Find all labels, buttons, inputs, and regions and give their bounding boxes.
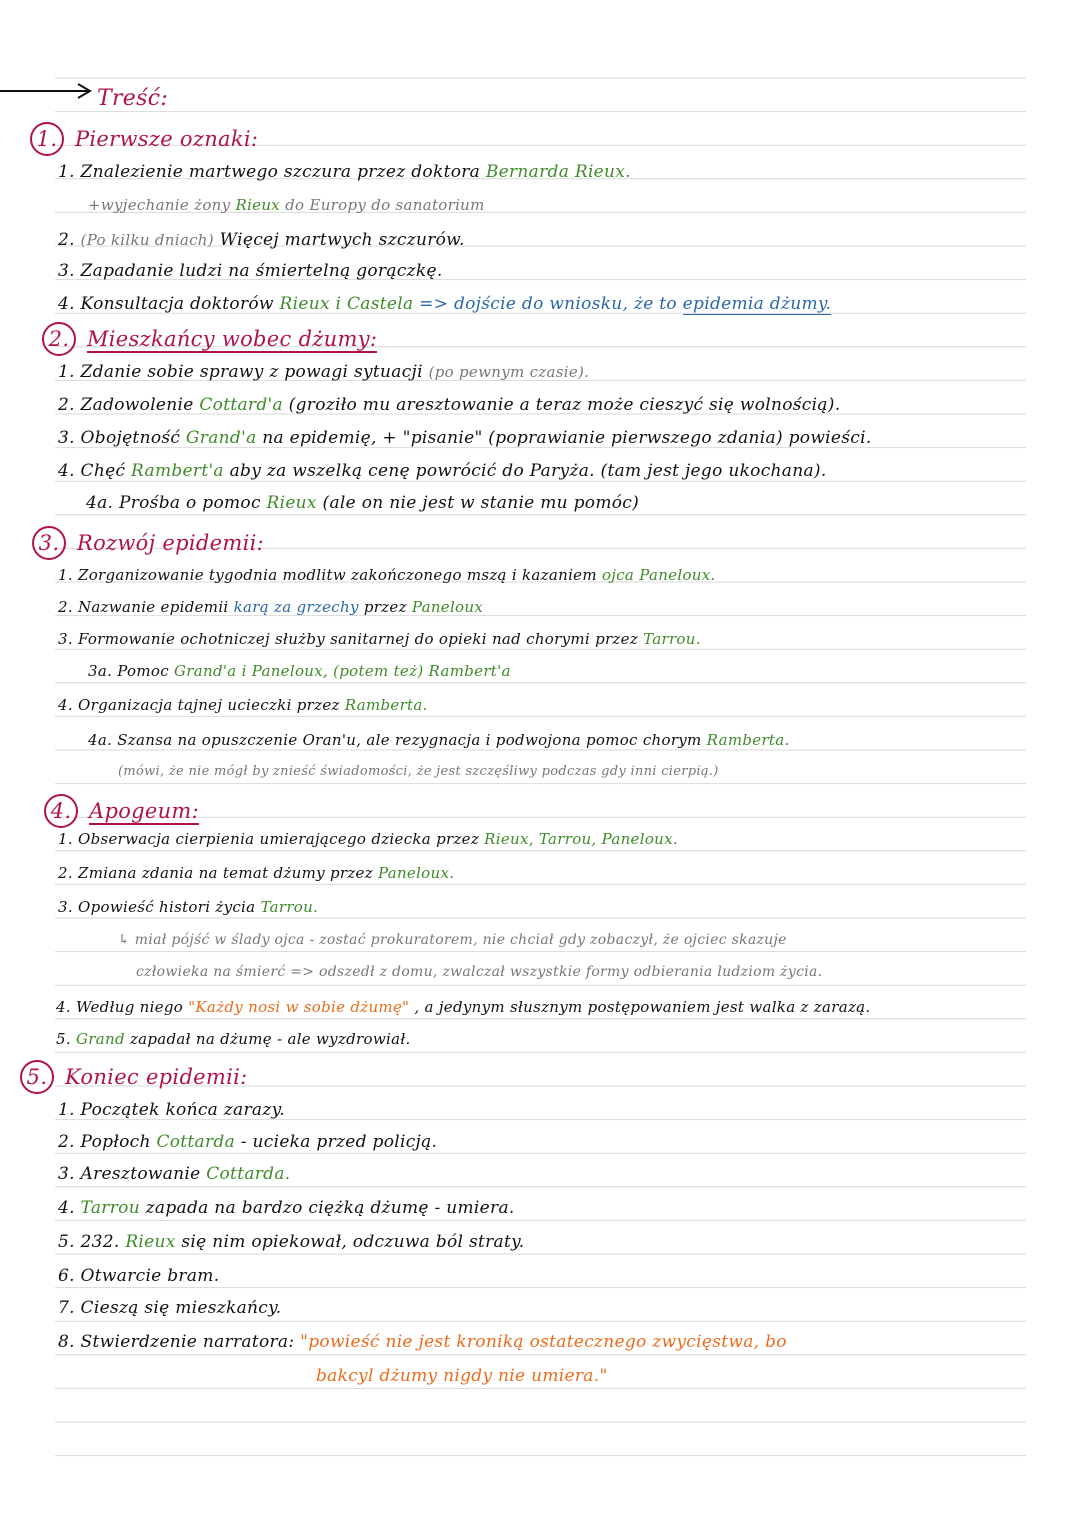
implies-arrow: => <box>419 294 449 314</box>
section-title: Apogeum: <box>88 799 200 823</box>
section-number: 3. <box>32 526 66 560</box>
item-number: 1. <box>58 830 73 848</box>
item-text: Znalezienie martwego szczura przez doktora <box>80 162 481 182</box>
section-heading-2 <box>42 322 377 356</box>
item-name: ojca Paneloux. <box>601 566 716 584</box>
item-name: Cottarda. <box>206 1164 291 1184</box>
item-quote: "Każdy nosi w sobie dżumę" <box>188 998 410 1016</box>
item-number: 6. <box>58 1266 75 1286</box>
page-title: Treść: <box>97 86 169 111</box>
item-conclusion-underlined: epidemia dżumy. <box>682 294 832 314</box>
item-text: Zdanie sobie sprawy z powagi sytuacji <box>80 362 423 382</box>
item-text: Popłoch <box>80 1132 151 1152</box>
list-item <box>58 696 428 714</box>
list-item <box>58 230 465 250</box>
item-text: Szansa na opuszczenie Oran'u, ale rezygnacja i podwojona pomoc chorym <box>117 731 702 749</box>
section-number: 5. <box>20 1060 54 1094</box>
list-item <box>58 261 443 281</box>
section-number: 1. <box>30 122 64 156</box>
arrow-right-icon <box>0 81 96 101</box>
item-number: 4a. <box>88 731 113 749</box>
item-name: Grand'a <box>185 428 257 448</box>
list-item <box>58 1132 437 1152</box>
item-number: 2. <box>58 1132 75 1152</box>
quote-continuation: bakcyl dżumy nigdy nie umiera." <box>316 1366 608 1386</box>
item-note: (Po kilku dniach) <box>80 231 214 249</box>
list-item <box>86 493 639 513</box>
section-heading-5 <box>20 1060 248 1094</box>
item-text: Zadowolenie <box>80 395 194 415</box>
section-number: 2. <box>42 322 76 356</box>
list-item <box>58 1100 285 1120</box>
item-text: zapada na bardzo ciężką dżumę - umiera. <box>145 1198 515 1218</box>
item-number: 2. <box>58 598 73 616</box>
item-number: 4. <box>58 294 75 314</box>
item-number: 2. <box>58 230 75 250</box>
list-item <box>58 395 840 415</box>
list-note: (mówi, że nie mógł by znieść świadomości, że jest szczęśliwy podczas gdy inni cierpią.) <box>118 764 719 779</box>
item-text: Według niego <box>76 998 184 1016</box>
item-text: Nazwanie epidemii <box>78 598 229 616</box>
section-heading-3 <box>32 526 264 560</box>
item-conclusion: dojście do wniosku, że to <box>453 294 677 314</box>
list-item <box>88 196 485 214</box>
list-item <box>88 662 511 680</box>
item-number: 4. <box>58 1198 75 1218</box>
item-number: 1. <box>58 162 75 182</box>
item-number: 4a. <box>86 493 114 513</box>
item-text: Obserwacja cierpienia umierającego dziecka przez <box>78 830 480 848</box>
item-text: zapadał na dżumę - ale wyzdrowiał. <box>129 1030 411 1048</box>
item-number: 1. <box>58 362 75 382</box>
list-item <box>56 998 870 1016</box>
item-number: 4. <box>58 696 73 714</box>
item-text: Organizacja tajnej ucieczki przez <box>78 696 340 714</box>
section-title: Mieszkańcy wobec dżumy: <box>86 327 378 351</box>
item-text: (ale on nie jest w stanie mu pomóc) <box>322 493 640 513</box>
list-item <box>58 428 872 448</box>
item-number: 2. <box>58 395 75 415</box>
item-text: Zmiana zdania na temat dżumy przez <box>78 864 373 882</box>
item-number: 3. <box>58 428 75 448</box>
item-text: do Europy do sanatorium <box>285 196 485 214</box>
item-name: Rieux i Castela <box>279 294 414 314</box>
list-item <box>88 731 790 749</box>
list-item <box>58 1198 515 1218</box>
item-text: 232. <box>80 1232 120 1252</box>
item-text: - ucieka przed policją. <box>240 1132 438 1152</box>
item-number: 5. <box>56 1030 71 1048</box>
item-number: 1. <box>58 566 73 584</box>
item-name: Grand <box>76 1030 125 1048</box>
item-number: 5. <box>58 1232 75 1252</box>
item-number: 4. <box>58 461 75 481</box>
item-number: 3a. <box>88 662 113 680</box>
list-item <box>58 362 589 382</box>
list-item <box>56 1030 411 1048</box>
item-note: (po pewnym czasie). <box>428 363 590 381</box>
item-text: Otwarcie bram. <box>80 1266 220 1286</box>
item-text: Chęć <box>80 461 126 481</box>
item-name: Rieux <box>125 1232 176 1252</box>
item-text: Więcej martwych szczurów. <box>219 230 465 250</box>
list-item <box>58 898 318 916</box>
item-text: Aresztowanie <box>80 1164 201 1184</box>
item-name: Ramberta. <box>706 731 790 749</box>
item-text: Opowieść histori życia <box>78 898 256 916</box>
item-number: 3. <box>58 261 75 281</box>
item-text: Pomoc <box>117 662 169 680</box>
list-item <box>58 1332 787 1352</box>
list-item <box>58 1266 219 1286</box>
item-number: 3. <box>58 630 73 648</box>
item-name: Bernarda Rieux. <box>485 162 631 182</box>
item-text: Obojętność <box>80 428 181 448</box>
item-text: Zapadanie ludzi na śmiertelną gorączkę. <box>80 261 443 281</box>
item-name: Cottarda <box>156 1132 236 1152</box>
item-text: (groziło mu aresztowanie a teraz może cieszyć się wolnością). <box>288 395 841 415</box>
item-text: Konsultacja doktorów <box>80 294 274 314</box>
item-number: 3. <box>58 1164 75 1184</box>
item-number: 2. <box>58 864 73 882</box>
item-text: Prośba o pomoc <box>118 493 261 513</box>
item-name: Cottard'a <box>199 395 283 415</box>
item-text: przez <box>363 598 407 616</box>
list-item <box>58 864 454 882</box>
item-name: Tarrou. <box>260 898 319 916</box>
item-name: Rieux, Tarrou, Paneloux. <box>484 830 678 848</box>
list-item <box>58 630 701 648</box>
item-name: Ramberta. <box>344 696 428 714</box>
item-quote: "powieść nie jest kroniką ostatecznego zwycięstwa, bo <box>300 1332 787 1352</box>
section-title: Koniec epidemii: <box>64 1065 248 1089</box>
list-item <box>58 1232 524 1252</box>
item-text: Zorganizowanie tygodnia modlitw zakończonego mszą i kazaniem <box>78 566 597 584</box>
item-text: się nim opiekował, odczuwa ból straty. <box>181 1232 525 1252</box>
item-number: 4. <box>56 998 71 1016</box>
section-title: Pierwsze oznaki: <box>74 127 259 151</box>
item-name: Paneloux. <box>377 864 455 882</box>
section-heading-4 <box>44 794 199 828</box>
list-item <box>58 461 827 481</box>
item-text: Początek końca zarazy. <box>80 1100 285 1120</box>
item-name: Rambert'a <box>131 461 224 481</box>
item-text: +wyjechanie żony <box>88 196 231 214</box>
item-text: , a jedynym słusznym postępowaniem jest walka z zarazą. <box>414 998 871 1016</box>
list-item <box>58 1298 281 1318</box>
item-text: aby za wszelką cenę powrócić do Paryża. (tam jest jego ukochana). <box>229 461 827 481</box>
list-item <box>58 1164 291 1184</box>
section-title: Rozwój epidemii: <box>76 531 264 555</box>
list-note: ↳ miał pójść w ślady ojca - zostać prokuratorem, nie chciał gdy zobaczył, że ojciec skazuje <box>118 932 787 948</box>
item-text: Cieszą się mieszkańcy. <box>80 1298 282 1318</box>
item-text: na epidemię, + "pisanie" (poprawianie pierwszego zdania) powieści. <box>262 428 872 448</box>
item-name: Grand'a i Paneloux, (potem też) Rambert'a <box>173 662 511 680</box>
section-heading-1 <box>30 122 258 156</box>
item-name: Tarrou. <box>643 630 701 648</box>
item-name: Paneloux <box>411 598 484 616</box>
item-number: 7. <box>58 1298 75 1318</box>
list-item <box>58 294 831 314</box>
item-number: 1. <box>58 1100 75 1120</box>
list-note: człowieka na śmierć => odszedł z domu, zwalczał wszystkie formy odbierania ludziom życia. <box>136 964 823 980</box>
list-item <box>58 598 483 616</box>
list-item <box>58 830 678 848</box>
item-text: Stwierdzenie narratora: <box>80 1332 295 1352</box>
item-number: 8. <box>58 1332 75 1352</box>
item-number: 3. <box>58 898 73 916</box>
item-highlight: karą za grzechy <box>233 598 359 616</box>
item-name: Rieux <box>235 196 281 214</box>
item-name: Rieux <box>266 493 317 513</box>
item-text: Formowanie ochotniczej służby sanitarnej do opieki nad chorymi przez <box>78 630 639 648</box>
section-number: 4. <box>44 794 78 828</box>
list-item <box>58 162 631 182</box>
item-name: Tarrou <box>80 1198 140 1218</box>
list-item <box>58 566 716 584</box>
